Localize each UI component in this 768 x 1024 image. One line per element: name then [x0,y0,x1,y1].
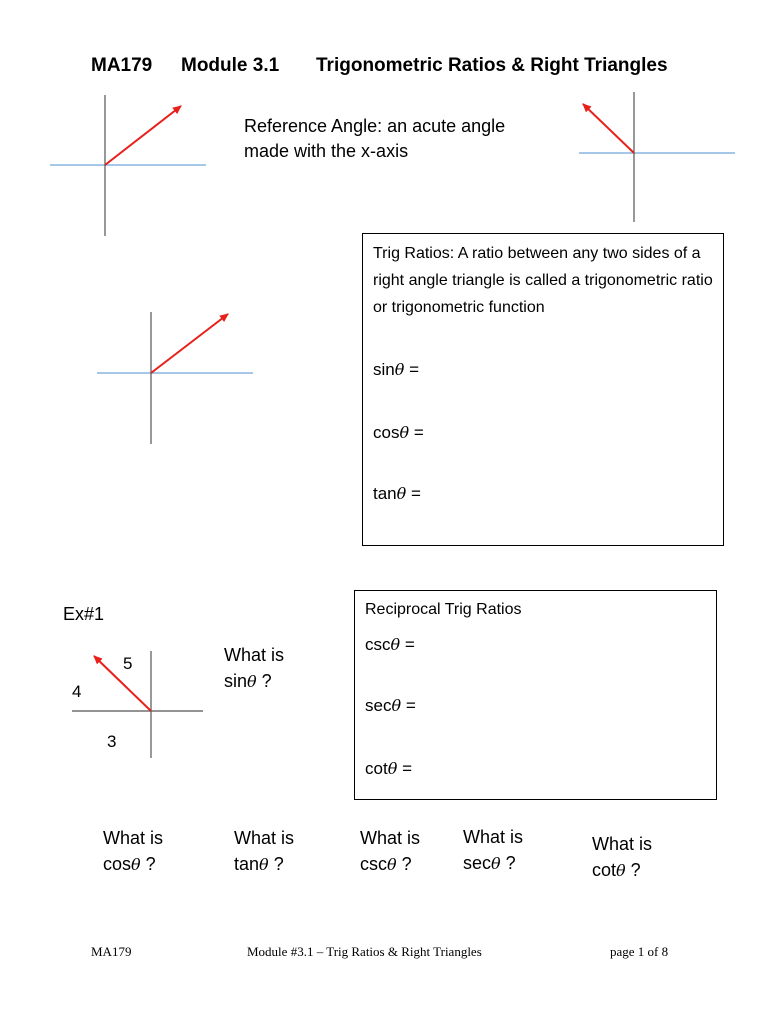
footer-module: Module #3.1 – Trig Ratios & Right Triangles [247,944,482,959]
module-number: Module 3.1 [181,55,280,76]
cot-ratio: cotθ = [365,759,412,778]
cos-ratio: cosθ = [373,423,424,442]
sec-ratio: secθ = [365,696,416,715]
reference-angle-line2: made with the x-axis [244,141,409,161]
question-sec: What is secθ ? [463,827,524,873]
trig-ratios-box [362,233,724,546]
trig-ratios-heading: Trig Ratios: A ratio between any two sides of a right angle triangle is called a trigonometric ratio or trigonometric function [373,245,713,316]
opposite-label: 4 [72,682,82,701]
axes-diagram-q2 [579,92,735,222]
hypotenuse-label: 5 [123,654,133,673]
question-cos: What is cosθ ? [103,828,164,874]
reference-angle-line1: Reference Angle: an acute angle [244,116,506,136]
tan-ratio: tanθ = [373,484,421,503]
terminal-arrow [151,314,228,373]
question-tan: What is tanθ ? [234,828,295,874]
reciprocal-ratios-heading: Reciprocal Trig Ratios [365,601,522,618]
question-sin: What is sinθ ? [224,645,285,691]
footer-page-number: page 1 of 8 [610,944,669,959]
footer-course: MA179 [91,944,132,959]
terminal-arrow [105,106,181,165]
csc-ratio: cscθ = [365,635,415,654]
adjacent-label: 3 [107,732,117,751]
axes-diagram-q1-top [50,95,206,236]
axes-diagram-q1-middle [97,312,253,444]
question-csc: What is cscθ ? [360,828,421,874]
terminal-arrow [583,104,634,153]
example-diagram [72,651,203,758]
question-cot: What is cotθ ? [592,834,653,880]
reciprocal-ratios-box [354,590,717,800]
module-title: Trigonometric Ratios & Right Triangles [316,55,668,76]
course-code: MA179 [91,55,153,76]
sin-ratio: sinθ = [373,360,420,379]
example-label: Ex#1 [63,604,105,624]
